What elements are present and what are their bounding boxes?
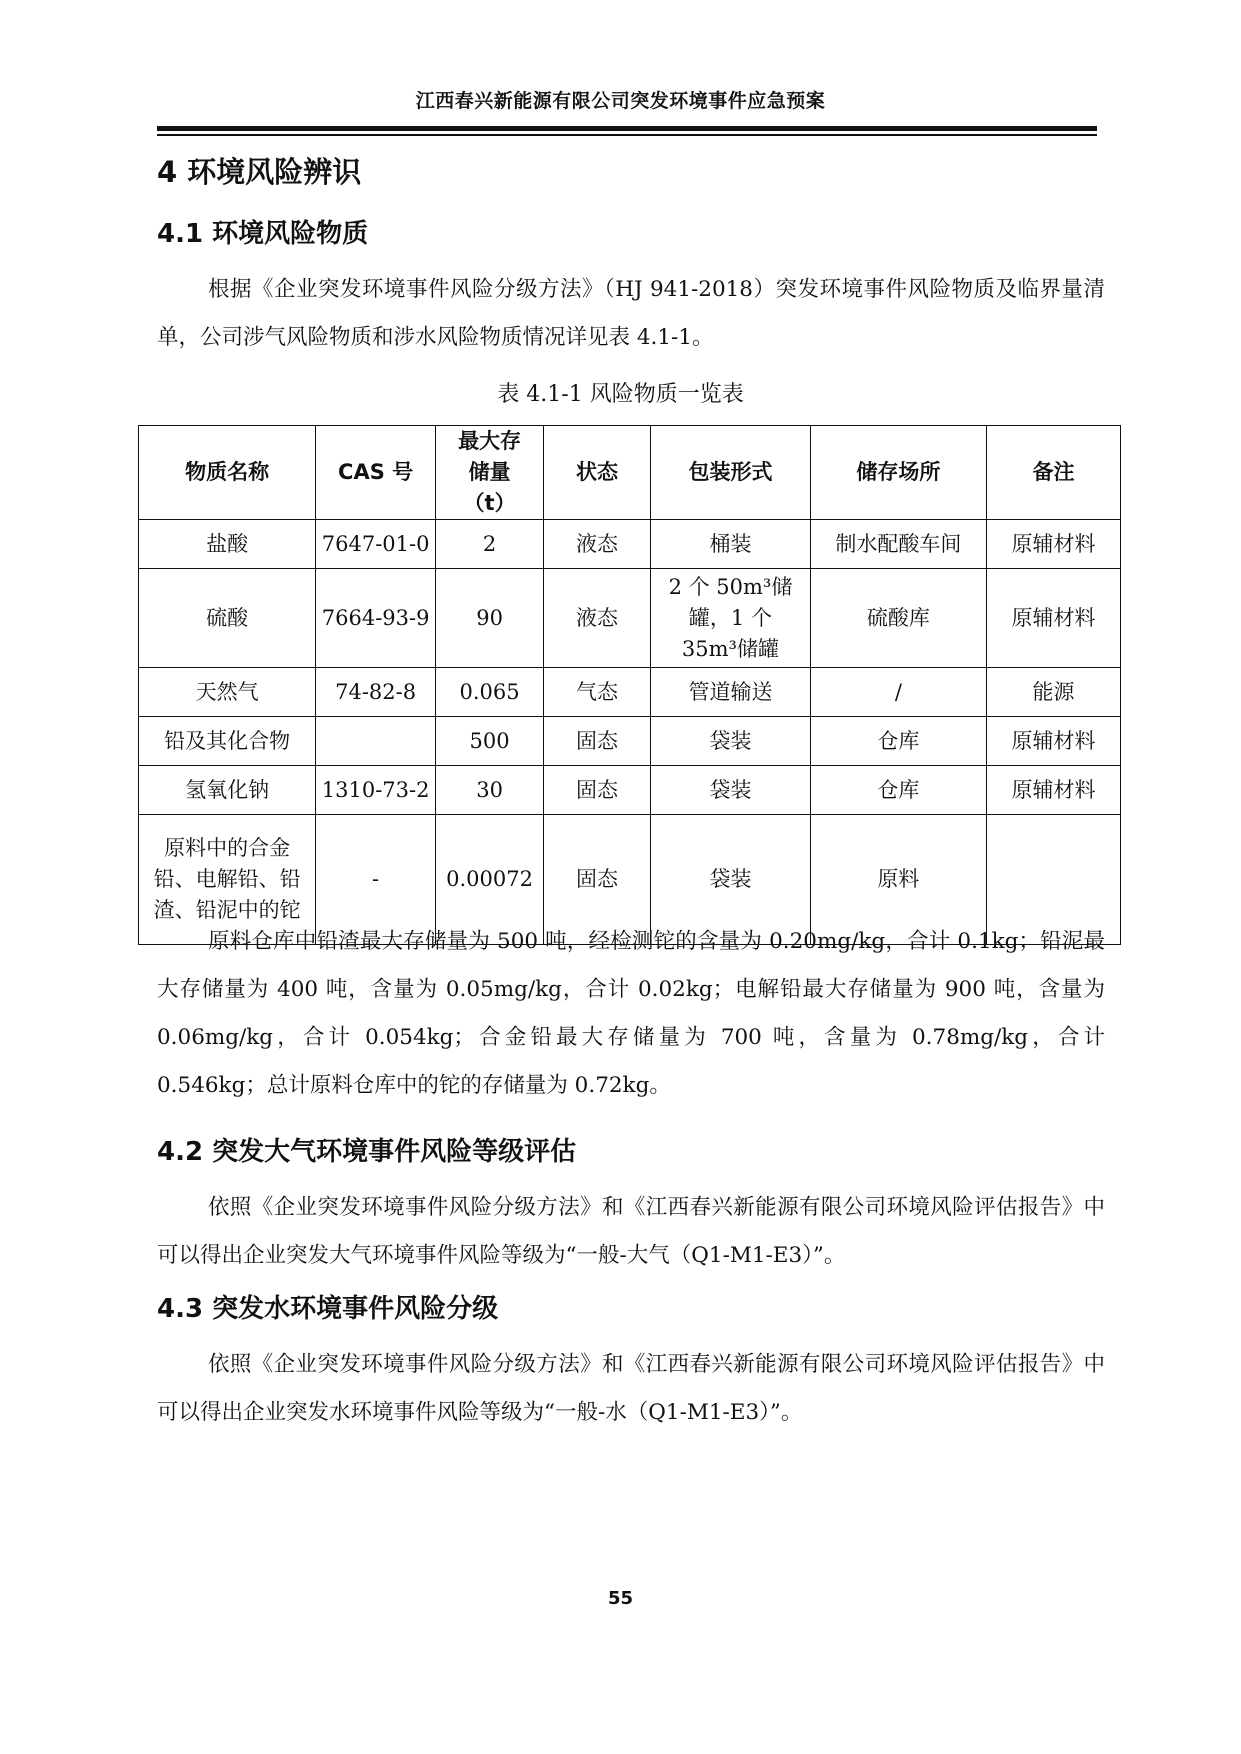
section-4-1-heading: 4.1 环境风险物质 (157, 219, 369, 249)
col-header-cas: CAS 号 (316, 426, 436, 520)
cell-cas: 7664-93-9 (316, 569, 436, 668)
risk-substance-table (138, 425, 1121, 945)
cell-location: 原料 (810, 815, 986, 945)
cell-name: 盐酸 (139, 520, 316, 569)
cell-max-storage: 2 (436, 520, 544, 569)
cell-remark: 原辅材料 (986, 766, 1120, 815)
header-rule-thin (157, 134, 1097, 136)
table-caption: 表 4.1-1 风险物质一览表 (497, 382, 744, 407)
cell-name: 硫酸 (139, 569, 316, 668)
col-header-name: 物质名称 (139, 426, 316, 520)
cell-remark: 原辅材料 (986, 569, 1120, 668)
col-header-state: 状态 (544, 426, 651, 520)
cell-packaging: 桶装 (651, 520, 811, 569)
page-header-title: 江西春兴新能源有限公司突发环境事件应急预案 (415, 90, 826, 112)
cell-cas: 1310-73-2 (316, 766, 436, 815)
cell-max-storage: 0.00072 (436, 815, 544, 945)
section-4-heading: 4 环境风险辨识 (157, 155, 362, 189)
cell-location: / (810, 668, 986, 717)
cell-state: 液态 (544, 520, 651, 569)
cell-max-storage: 90 (436, 569, 544, 668)
cell-packaging: 2 个 50m³储罐，1 个 35m³储罐 (651, 569, 811, 668)
table-row (139, 717, 1121, 766)
cell-cas: 7647-01-0 (316, 520, 436, 569)
cell-state: 固态 (544, 717, 651, 766)
cell-location: 仓库 (810, 766, 986, 815)
cell-name: 天然气 (139, 668, 316, 717)
cell-location: 硫酸库 (810, 569, 986, 668)
cell-state: 气态 (544, 668, 651, 717)
col-header-packaging: 包装形式 (651, 426, 811, 520)
header-rule-thick (157, 126, 1097, 131)
page-number: 55 (607, 1588, 634, 1609)
cell-state: 液态 (544, 569, 651, 668)
section-4-1-intro: 根据《企业突发环境事件风险分级方法》（HJ 941-2018）突发环境事件风险物质及临界量清单，公司涉气风险物质和涉水风险物质情况详见表 4.1-1。 (157, 277, 1105, 350)
cell-max-storage: 0.065 (436, 668, 544, 717)
table-row (139, 766, 1121, 815)
table-row (139, 668, 1121, 717)
cell-packaging: 管道输送 (651, 668, 811, 717)
cell-remark: 能源 (986, 668, 1120, 717)
cell-location: 仓库 (810, 717, 986, 766)
cell-max-storage: 500 (436, 717, 544, 766)
cell-state: 固态 (544, 815, 651, 945)
cell-packaging: 袋装 (651, 717, 811, 766)
section-4-3-heading: 4.3 突发水环境事件风险分级 (157, 1294, 499, 1324)
cell-remark: 原辅材料 (986, 717, 1120, 766)
cell-packaging: 袋装 (651, 815, 811, 945)
cell-remark: 原辅材料 (986, 520, 1120, 569)
col-header-remark: 备注 (986, 426, 1120, 520)
cell-cas: - (316, 815, 436, 945)
table-row (139, 569, 1121, 668)
col-header-location: 储存场所 (810, 426, 986, 520)
section-4-2-heading: 4.2 突发大气环境事件风险等级评估 (157, 1137, 577, 1167)
cell-name: 原料中的合金铅、电解铅、铅渣、铅泥中的铊 (139, 815, 316, 945)
cell-cas: 74-82-8 (316, 668, 436, 717)
col-header-max-storage: 最大存储量（t） (436, 426, 544, 520)
table-header-row (139, 426, 1121, 520)
section-4-2-text: 依照《企业突发环境事件风险分级方法》和《江西春兴新能源有限公司环境风险评估报告》中可以得出企业突发大气环境事件风险等级为“一般-大气（Q1-M1-E3）”。 (157, 1195, 1105, 1268)
section-4-1-note: 原料仓库中铅渣最大存储量为 500 吨，经检测铊的含量为 0.20mg/kg，合计 0.1kg；铅泥最大存储量为 400 吨，含量为 0.05mg/kg，合计 0.02kg；电解铅最大存储量为 900 吨，含量为 0.06mg/kg，合计 0.054kg；合金铅最大存储量为 700 吨，含量为 0.78mg/kg，合计 0.546kg；总计原料仓库中的铊的存储量为 0.72kg。 (157, 929, 1105, 1098)
cell-name: 铅及其化合物 (139, 717, 316, 766)
cell-packaging: 袋装 (651, 766, 811, 815)
section-4-3-text: 依照《企业突发环境事件风险分级方法》和《江西春兴新能源有限公司环境风险评估报告》中可以得出企业突发水环境事件风险等级为“一般-水（Q1-M1-E3）”。 (157, 1352, 1105, 1425)
cell-max-storage: 30 (436, 766, 544, 815)
cell-name: 氢氧化钠 (139, 766, 316, 815)
cell-cas (316, 717, 436, 766)
table-row (139, 520, 1121, 569)
cell-location: 制水配酸车间 (810, 520, 986, 569)
cell-state: 固态 (544, 766, 651, 815)
